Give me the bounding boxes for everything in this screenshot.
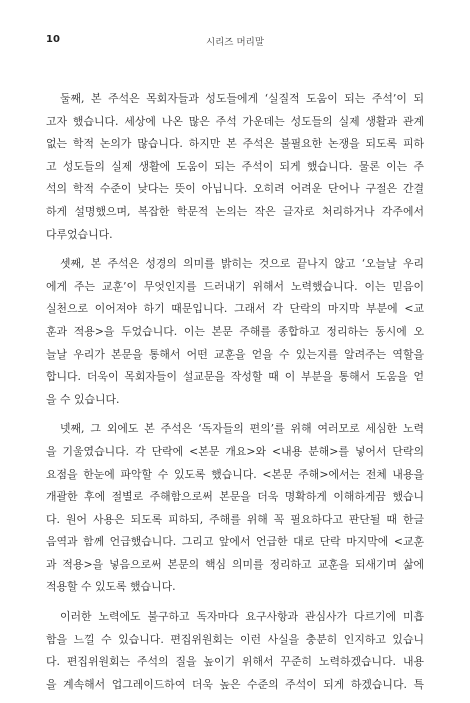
text-line: 음역과 함께 언급했습니다. 그리고 앞에서 언급한 대로 단락 마지막에 <교훈	[46, 535, 424, 549]
page-header	[46, 34, 424, 48]
text-line: 적용할 수 있도록 했습니다.	[46, 580, 176, 594]
paragraph-third-point	[46, 253, 424, 411]
text-line: 에게 주는 교훈’이 무엇인지를 드러내기 위해서 노력했습니다. 이는 믿음이	[46, 279, 424, 293]
text-line: 훈과 적용>을 두었습니다. 이는 본문 주해를 종합하고 정리하는 동시에 오	[46, 324, 424, 338]
text-line: 이러한 노력에도 불구하고 독자마다 요구사항과 관심사가 다르기에 미흡	[60, 610, 424, 624]
text-line: 늘날 우리가 본문을 통해서 어떤 교훈을 얻을 수 있는지를 알려주는 역할을	[46, 347, 424, 361]
text-line: 을 수 있습니다.	[46, 392, 120, 406]
text-line: 실천으로 이어져야 하기 때문입니다. 그래서 각 단락의 마지막 부분에 <교	[46, 302, 424, 316]
paragraph-second-point	[46, 88, 424, 246]
paragraph-closing	[46, 606, 424, 696]
text-line: 다. 편집위원회는 주석의 질을 높이기 위해서 꾸준히 노력하겠습니다. 내용	[46, 655, 424, 669]
paragraph-fourth-point	[46, 418, 424, 599]
text-line: 셋째, 본 주석은 성경의 의미를 밝히는 것으로 끝나지 않고 ‘오늘날 우리	[60, 257, 424, 271]
text-line: 함을 느낄 수 있습니다. 편집위원회는 이런 사실을 충분히 인지하고 있습니	[46, 632, 424, 646]
text-line: 과 적용>을 넣음으로써 본문의 핵심 의미를 정리하고 교훈을 되새기며 삶에	[46, 557, 424, 571]
text-line: 넷째, 그 외에도 본 주석은 ‘독자들의 편의’를 위해 여러모로 세심한 노력	[60, 422, 424, 436]
text-line: 석의 학적 수준이 낮다는 뜻이 아닙니다. 오히려 어려운 단어나 구절은 간결	[46, 182, 424, 196]
page-number: 10	[46, 34, 60, 45]
text-line: 을 계속해서 업그레이드하여 더욱 높은 수준의 주석이 되게 하겠습니다. 특	[46, 677, 424, 691]
running-head: 시리즈 머리말	[205, 37, 265, 48]
text-line: 개괄한 후에 절별로 주해함으로써 본문을 더욱 명확하게 이해하게끔 했습니	[46, 490, 424, 504]
text-line: 을 기울였습니다. 각 단락에 <본문 개요>와 <내용 분해>를 넣어서 단락의	[46, 444, 424, 458]
body-text	[46, 88, 424, 703]
text-line: 요점을 한눈에 파악할 수 있도록 했습니다. <본문 주해>에서는 전체 내용을	[46, 467, 424, 481]
text-line: 하게 설명했으며, 복잡한 학문적 논의는 작은 글자로 처리하거나 각주에서	[46, 204, 424, 218]
text-line: 다루었습니다.	[46, 227, 113, 241]
text-line: 다. 원어 사용은 되도록 피하되, 주해를 위해 꼭 필요하다고 판단될 때 한글	[46, 512, 424, 526]
text-line: 둘째, 본 주석은 목회자들과 성도들에게 ‘실질적 도움이 되는 주석’이 되	[60, 92, 424, 105]
text-line: 고 성도들의 실제 생활에 도움이 되는 주석이 되게 했습니다. 물론 이는 주	[46, 159, 424, 173]
text-line: 합니다. 더욱이 목회자들이 설교문을 작성할 때 이 부분을 통해서 도움을 얻	[46, 370, 424, 384]
text-line: 고자 했습니다. 세상에 나온 많은 주석 가운데는 성도들의 실제 생활과 관계	[46, 114, 424, 128]
text-line: 없는 학적 논의가 많습니다. 하지만 본 주석은 불필요한 논쟁을 되도록 피하	[46, 137, 424, 151]
